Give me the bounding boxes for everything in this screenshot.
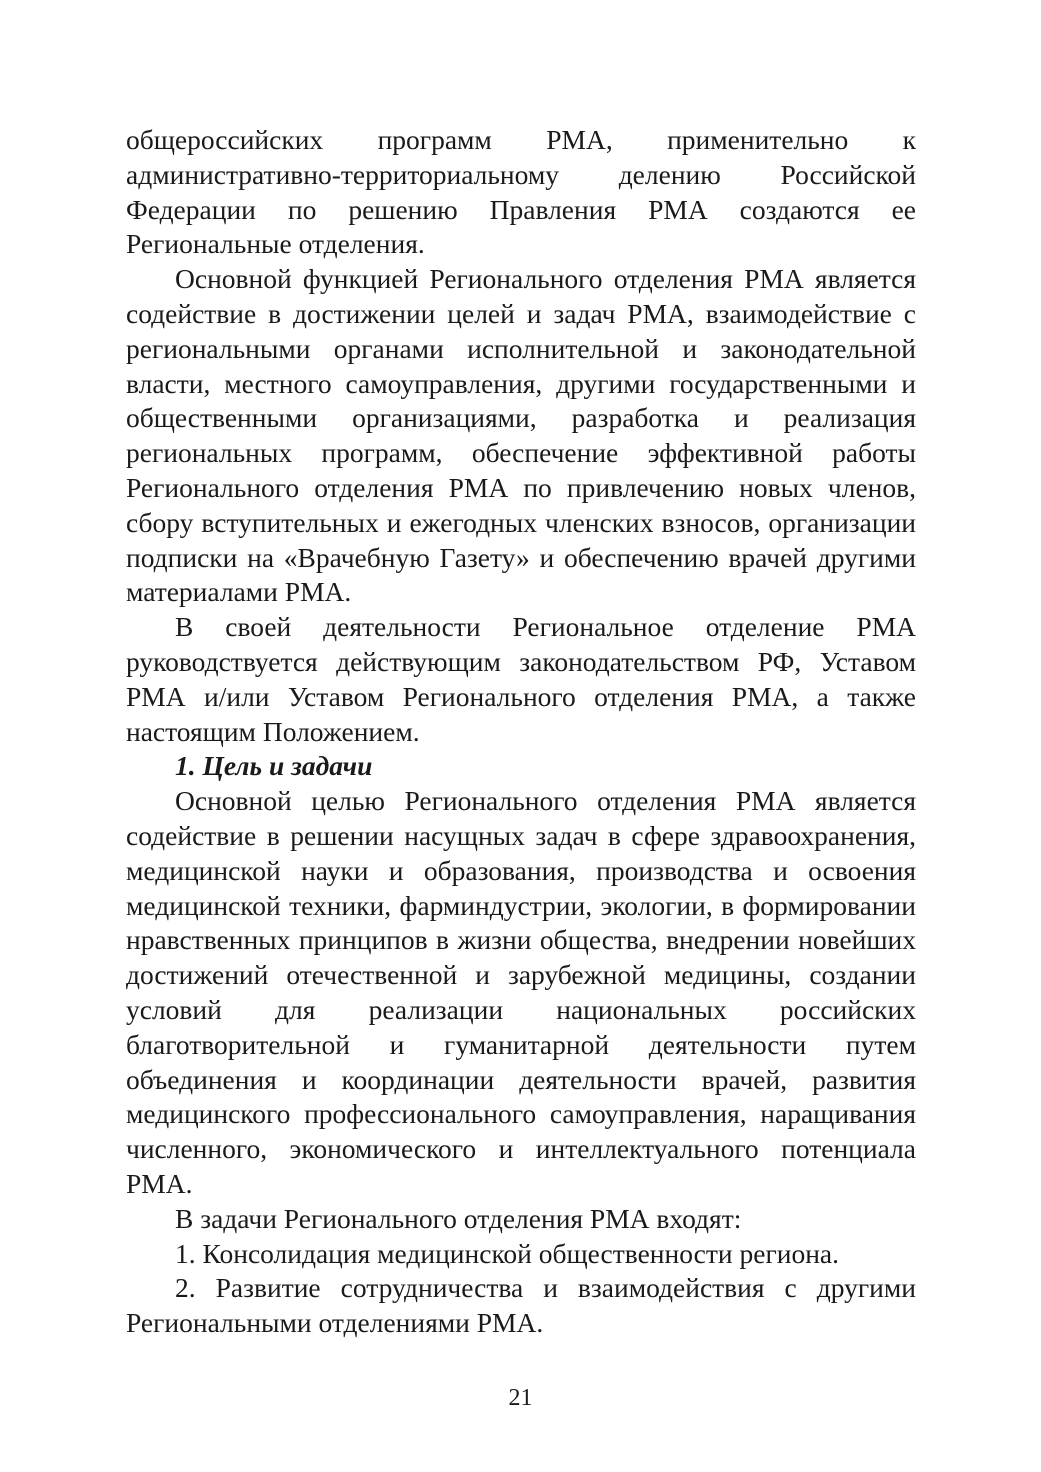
list-item-task-2: 2. Развитие сотрудничества и взаимодействия с другими Региональными отделениями РМА. <box>126 1272 916 1339</box>
paragraph-tasks-intro: В задачи Регионального отделения РМА входят: <box>175 1202 742 1234</box>
paragraph-legal-basis: В своей деятельности Региональное отделение РМА руководствуется действующим законодательством РФ, Уставом РМА и/или Уставом Регионального отделения РМА, а также настоящим Положением. <box>126 611 916 747</box>
paragraph-main-function: Основной функцией Регионального отделения РМА является содействие в достижении целей и задач РМА, взаимодействие с региональными органами исполнительной и законодательной власти, местного самоуправления, другими государственными и общественными организациями, разработка и реализация региональных программ, обеспечение эффективной работы Регионального отделения РМА по привлечению новых членов, сбору вступительных и ежегодных членских взносов, организации подписки на «Врачебную Газету» и обеспечению врачей другими материалами РМА. <box>126 263 916 608</box>
page-number: 21 <box>508 1385 533 1411</box>
list-item-task-1: 1. Консолидация медицинской общественности региона. <box>175 1237 839 1269</box>
paragraph-main-goal: Основной целью Регионального отделения РМА является содействие в решении насущных задач в сфере здравоохранения, медицинской науки и образования, производства и освоения медицинской техники, фарминдустрии, экологии, в формировании нравственных принципов в жизни общества, внедрении новейших достижений отечественной и зарубежной медицины, создании условий для реализации национальных российских благотворительной и гуманитарной деятельности путем объединения и координации деятельности врачей, развития медицинского профессионального самоуправления, наращивания численного, экономического и интеллектуального потенциала РМА. <box>126 785 916 1199</box>
paragraph-continuation: общероссийских программ РМА, применительно к административно-территориальному делению Российской Федерации по решению Правления РМА создаются ее Региональные отделения. <box>126 124 916 260</box>
page-body <box>126 123 916 1341</box>
section-heading-goals: 1. Цель и задачи <box>175 750 373 782</box>
